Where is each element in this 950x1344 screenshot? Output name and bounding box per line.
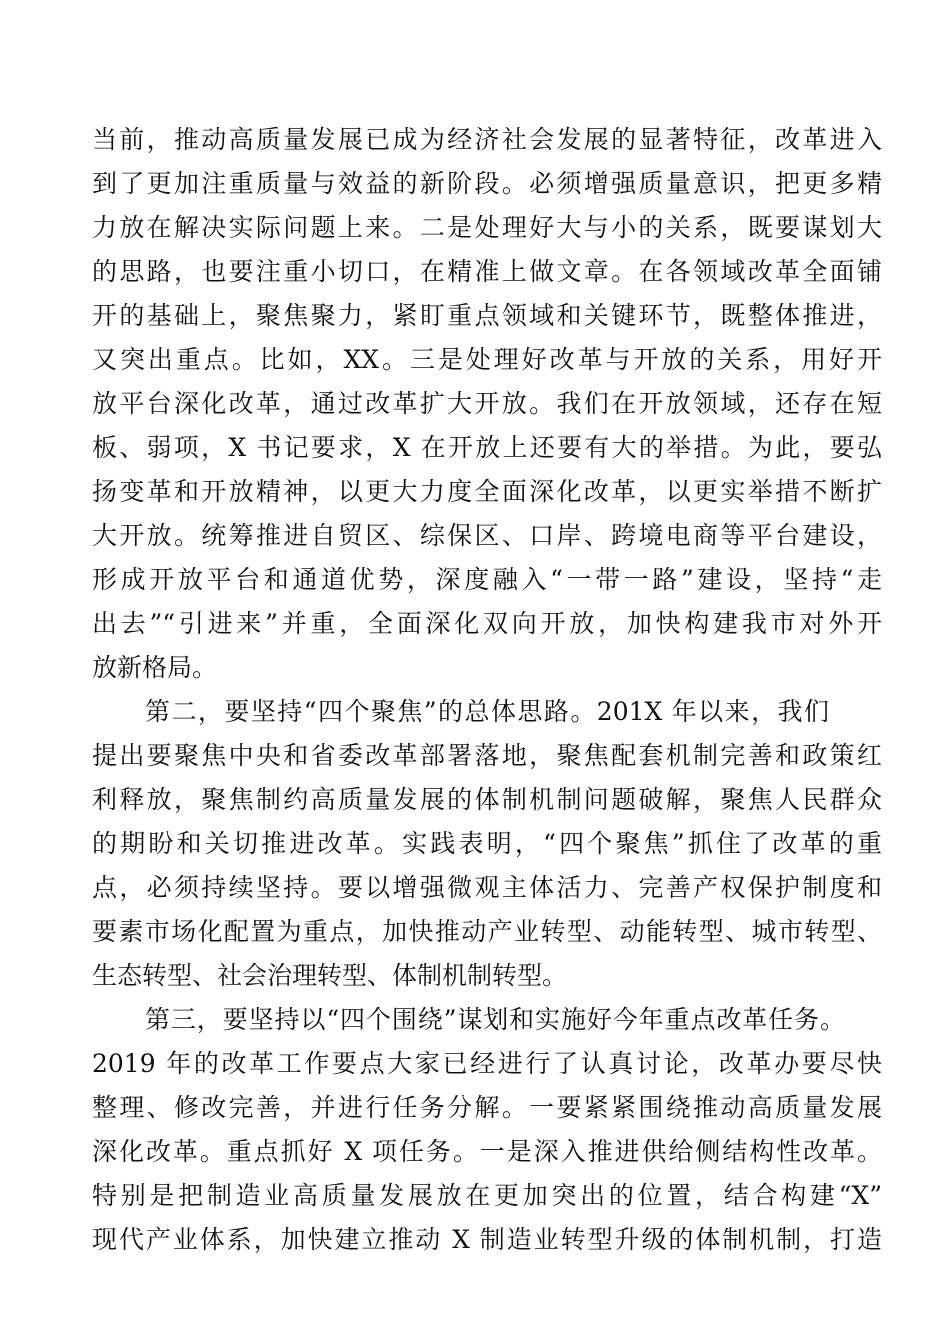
text-line: 现代产业体系，加快建立推动 X 制造业转型升级的体制机制，打造 (92, 1225, 882, 1254)
text-line: 放新格局。 (92, 653, 218, 682)
text-line: 大开放。统筹推进自贸区、综保区、口岸、跨境电商等平台建设， (92, 521, 882, 550)
text-line: 生态转型、社会治理转型、体制机制转型。 (92, 961, 568, 990)
text-line: 提出要聚焦中央和省委改革部署落地，聚焦配套机制完善和政策红 (92, 741, 882, 770)
text-line: 到了更加注重质量与效益的新阶段。必须增强质量意识，把更多精 (92, 169, 882, 198)
text-line: 放平台深化改革，通过改革扩大开放。我们在开放领域，还存在短 (92, 389, 882, 418)
text-line: 力放在解决实际问题上来。二是处理好大与小的关系，既要谋划大 (92, 213, 882, 242)
text-line: 当前，推动高质量发展已成为经济社会发展的显著特征，改革进入 (92, 125, 882, 154)
text-line: 2019 年的改革工作要点大家已经进行了认真讨论，改革办要尽快 (92, 1049, 882, 1078)
text-line: 形成开放平台和通道优势，深度融入“一带一路”建设，坚持“走 (92, 565, 882, 594)
text-line: 特别是把制造业高质量发展放在更加突出的位置，结合构建“X” (92, 1181, 882, 1210)
text-line: 深化改革。重点抓好 X 项任务。一是深入推进供给侧结构性改革。 (92, 1137, 882, 1166)
text-line: 整理、修改完善，并进行任务分解。一要紧紧围绕推动高质量发展 (92, 1093, 882, 1122)
text-line: 出去”“引进来”并重，全面深化双向开放，加快构建我市对外开 (92, 609, 882, 638)
paragraph-first-line: 第二，要坚持“四个聚焦”的总体思路。201X 年以来，我们 (145, 697, 829, 726)
text-line: 板、弱项，X 书记要求，X 在开放上还要有大的举措。为此，要弘 (92, 433, 882, 462)
text-line: 利释放，聚焦制约高质量发展的体制机制问题破解，聚焦人民群众 (92, 785, 882, 814)
text-line: 又突出重点。比如，XX。三是处理好改革与开放的关系，用好开 (92, 345, 882, 374)
text-line: 点，必须持续坚持。要以增强微观主体活力、完善产权保护制度和 (92, 873, 882, 902)
text-line: 开的基础上，聚焦聚力，紧盯重点领域和关键环节，既整体推进， (92, 301, 882, 330)
text-line: 要素市场化配置为重点，加快推动产业转型、动能转型、城市转型、 (92, 917, 882, 946)
text-line: 扬变革和开放精神，以更大力度全面深化改革，以更实举措不断扩 (92, 477, 882, 506)
text-line: 的思路，也要注重小切口，在精准上做文章。在各领域改革全面铺 (92, 257, 882, 286)
text-line: 的期盼和关切推进改革。实践表明，“四个聚焦”抓住了改革的重 (92, 829, 882, 858)
paragraph-first-line: 第三，要坚持以“四个围绕”谋划和实施好今年重点改革任务。 (145, 1005, 845, 1034)
